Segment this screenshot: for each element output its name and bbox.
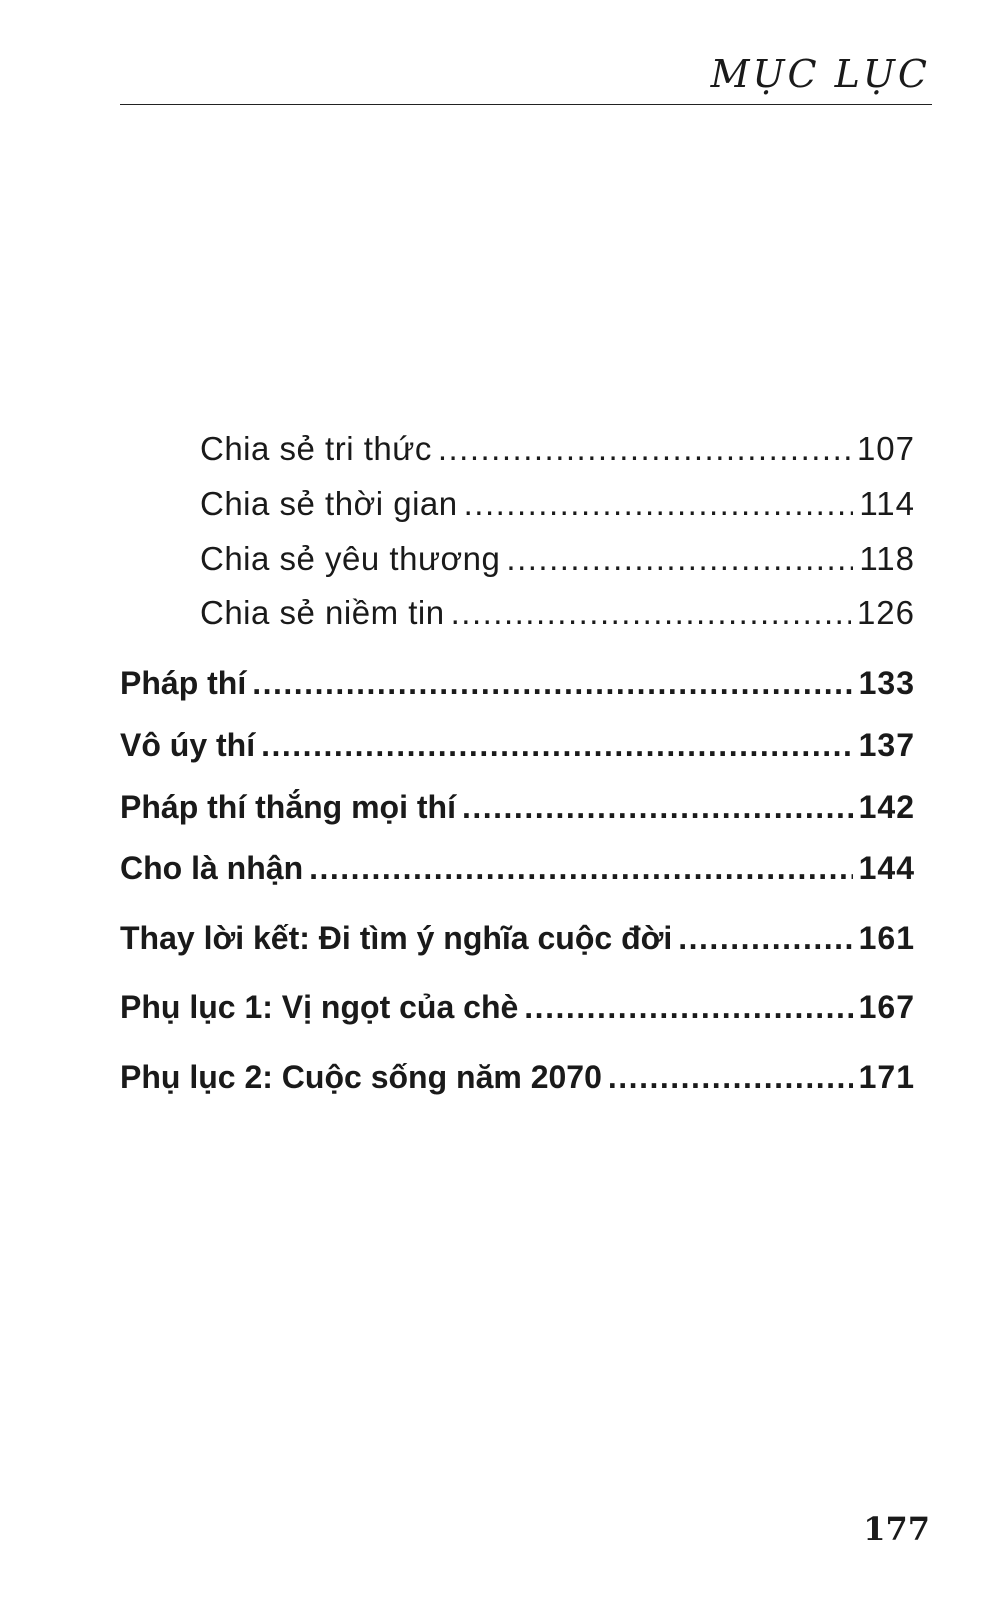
toc-subentry-chia-se-niem-tin[interactable] bbox=[200, 594, 915, 632]
toc-entry-page: 133 bbox=[858, 665, 915, 701]
toc-leader-dots bbox=[464, 485, 854, 523]
toc-entry-title: Chia sẻ niềm tin bbox=[200, 594, 445, 631]
page-header bbox=[120, 40, 932, 105]
page-number: 177 bbox=[863, 1510, 930, 1548]
toc-leader-dots bbox=[462, 789, 853, 826]
toc-entry-title: Thay lời kết: Đi tìm ý nghĩa cuộc đời bbox=[120, 920, 673, 956]
toc-entry-title: Phụ lục 1: Vị ngọt của chè bbox=[120, 989, 519, 1025]
toc-entry-title: Pháp thí bbox=[120, 665, 247, 701]
toc-subentry-chia-se-tri-thuc[interactable] bbox=[200, 430, 915, 468]
toc-leader-dots bbox=[506, 540, 853, 578]
toc-entry-page: 167 bbox=[858, 989, 915, 1025]
toc-subentry-chia-se-yeu-thuong[interactable] bbox=[200, 540, 915, 578]
toc-entry-title: Phụ lục 2: Cuộc sống năm 2070 bbox=[120, 1059, 602, 1095]
toc-entry-page: 144 bbox=[858, 850, 915, 886]
toc-leader-dots bbox=[309, 850, 853, 887]
toc-entry-title: Pháp thí thắng mọi thí bbox=[120, 789, 456, 825]
toc-entry-thay-loi-ket[interactable] bbox=[120, 920, 915, 957]
toc-leader-dots bbox=[678, 920, 852, 957]
toc-entry-vo-uy-thi[interactable] bbox=[120, 727, 915, 764]
header-title: MỤC LỤC bbox=[710, 52, 930, 96]
toc-entry-title: Chia sẻ yêu thương bbox=[200, 540, 501, 577]
toc-leader-dots bbox=[261, 727, 853, 764]
toc-entry-title: Chia sẻ tri thức bbox=[200, 430, 432, 467]
toc-leader-dots bbox=[608, 1059, 853, 1096]
toc-entry-page: 126 bbox=[856, 594, 915, 631]
toc-entry-title: Chia sẻ thời gian bbox=[200, 485, 458, 522]
toc-entry-cho-la-nhan[interactable] bbox=[120, 850, 915, 887]
toc-leader-dots bbox=[451, 594, 851, 632]
toc-leader-dots bbox=[438, 430, 851, 468]
toc-entry-page: 142 bbox=[858, 789, 915, 825]
toc-entry-page: 137 bbox=[858, 727, 915, 763]
toc-entry-phap-thi[interactable] bbox=[120, 665, 915, 702]
toc-leader-dots bbox=[524, 989, 852, 1026]
toc-entry-page: 171 bbox=[858, 1059, 915, 1095]
toc-entry-phu-luc-2[interactable] bbox=[120, 1059, 915, 1096]
toc-subentry-chia-se-thoi-gian[interactable] bbox=[200, 485, 915, 523]
toc-entry-page: 118 bbox=[859, 540, 915, 577]
toc-entry-page: 114 bbox=[859, 485, 915, 522]
toc-entry-phap-thi-thang-moi-thi[interactable] bbox=[120, 789, 915, 826]
toc-entry-page: 107 bbox=[856, 430, 915, 467]
toc-entry-title: Vô úy thí bbox=[120, 727, 256, 763]
toc-entry-page: 161 bbox=[858, 920, 915, 956]
toc-entry-title: Cho là nhận bbox=[120, 850, 304, 886]
toc-leader-dots bbox=[252, 665, 852, 702]
toc-entry-phu-luc-1[interactable] bbox=[120, 989, 915, 1026]
